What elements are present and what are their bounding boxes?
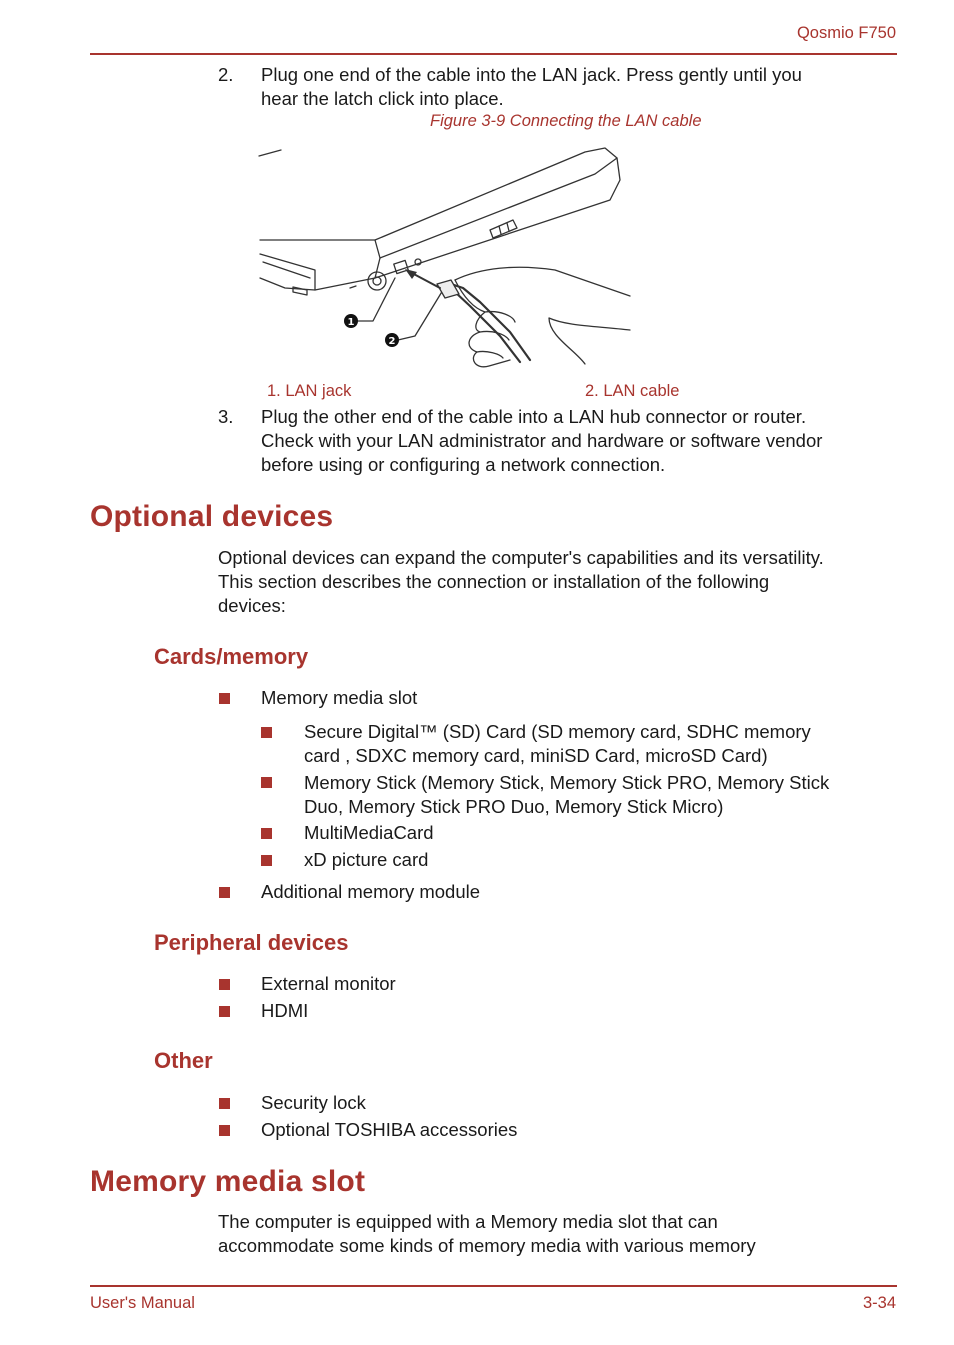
step-2-line-1: Plug one end of the cable into the LAN jack. Press gently until you	[261, 64, 802, 85]
lan-cable-illustration	[255, 140, 640, 372]
step-3-line-1: Plug the other end of the cable into a LAN hub connector or router.	[261, 406, 807, 427]
heading-peripheral-devices: Peripheral devices	[154, 930, 349, 955]
heading-optional-devices: Optional devices	[90, 500, 334, 533]
list-item-toshiba-accessories: Optional TOSHIBA accessories	[261, 1119, 518, 1140]
sub-item-xd-picture-card: xD picture card	[304, 849, 429, 870]
step-2-line-2: hear the latch click into place.	[261, 88, 504, 109]
bullet-square-icon	[219, 1006, 230, 1017]
bullet-square-icon	[219, 979, 230, 990]
bullet-square-icon	[219, 1125, 230, 1136]
list-item-memory-media-slot: Memory media slot	[261, 687, 418, 708]
label-lan-cable: 2. LAN cable	[585, 382, 680, 400]
sub-item-sd-line-2: card , SDXC memory card, miniSD Card, microSD Card)	[304, 745, 768, 766]
header-product-name: Qosmio F750	[796, 24, 896, 42]
list-item-external-monitor: External monitor	[261, 973, 396, 994]
bullet-square-icon	[261, 727, 272, 738]
sub-item-sd-line-1: Secure Digital™ (SD) Card (SD memory card, SDHC memory	[304, 721, 811, 742]
figure-caption: Figure 3-9 Connecting the LAN cable	[430, 112, 702, 130]
list-item-security-lock: Security lock	[261, 1092, 366, 1113]
bullet-square-icon	[219, 887, 230, 898]
callout-2: 2	[388, 336, 396, 347]
list-item-additional-memory-module: Additional memory module	[261, 881, 481, 902]
bullet-square-icon	[219, 693, 230, 704]
bullet-square-icon	[261, 777, 272, 788]
step-3-line-2: Check with your LAN administrator and hardware or software vendor	[261, 430, 823, 451]
sub-item-memory-stick-line-2: Duo, Memory Stick PRO Duo, Memory Stick Micro)	[304, 796, 724, 817]
step-3-line-3: before using or configuring a network connection.	[261, 454, 666, 475]
step-2-number: 2.	[218, 64, 234, 85]
optional-devices-intro-2: This section describes the connection or installation of the following	[218, 571, 770, 592]
header-rule	[90, 53, 897, 55]
heading-cards-memory: Cards/memory	[154, 644, 309, 669]
sub-item-memory-stick-line-1: Memory Stick (Memory Stick, Memory Stick PRO, Memory Stick	[304, 772, 830, 793]
memory-media-slot-line-2: accommodate some kinds of memory media with various memory	[218, 1235, 756, 1256]
optional-devices-intro-1: Optional devices can expand the computer's capabilities and its versatility.	[218, 547, 824, 568]
step-3-number: 3.	[218, 406, 234, 427]
footer-page-number: 3-34	[862, 1294, 896, 1312]
footer-rule	[90, 1285, 897, 1287]
bullet-square-icon	[261, 855, 272, 866]
bullet-square-icon	[261, 828, 272, 839]
heading-memory-media-slot: Memory media slot	[90, 1165, 366, 1198]
bullet-square-icon	[219, 1098, 230, 1109]
list-item-hdmi: HDMI	[261, 1000, 309, 1021]
heading-other: Other	[154, 1048, 213, 1073]
sub-item-multimediacard: MultiMediaCard	[304, 822, 434, 843]
memory-media-slot-line-1: The computer is equipped with a Memory media slot that can	[218, 1211, 718, 1232]
optional-devices-intro-3: devices:	[218, 595, 286, 616]
footer-manual-title: User's Manual	[90, 1294, 195, 1312]
label-lan-jack: 1. LAN jack	[267, 382, 352, 400]
callout-1: 1	[347, 317, 355, 328]
